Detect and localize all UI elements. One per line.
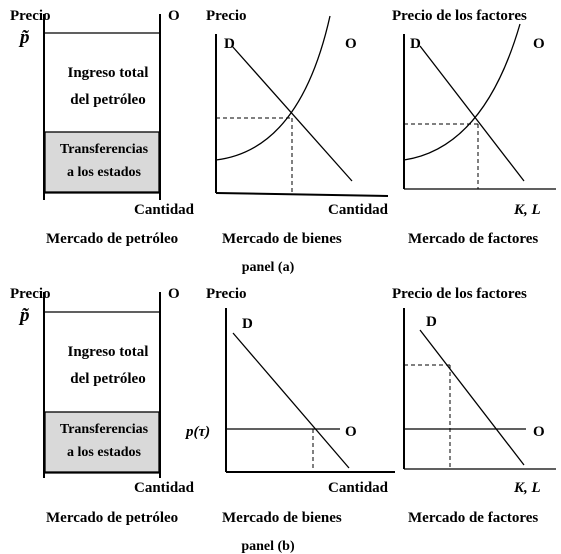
goods-a-price-axis-label: Precio	[206, 8, 247, 24]
oil-market-a	[10, 8, 195, 247]
factors-a-price-axis-label: Precio de los factores	[392, 8, 527, 24]
goods-b-quantity-label: Cantidad	[328, 480, 389, 496]
factors-market-a	[392, 8, 556, 247]
goods-a-title: Mercado de bienes	[222, 231, 342, 247]
factors-a-demand-label: D	[410, 36, 421, 52]
panel-b	[10, 286, 556, 554]
goods-b-price-axis-label: Precio	[206, 286, 247, 302]
goods-b-demand-curve	[233, 333, 349, 468]
oil-b-transfer-box	[45, 412, 159, 472]
oil-a-transfer-box	[45, 132, 159, 192]
factors-a-supply-label: O	[533, 36, 545, 52]
panel-a-caption: panel (a)	[241, 260, 295, 275]
goods-a-x-axis	[216, 193, 388, 196]
goods-b-ptau-label: p(τ)	[186, 424, 211, 440]
oil-b-price-axis-label: Precio	[10, 286, 51, 302]
oil-b-ptilde-label: p̃	[20, 305, 30, 326]
oil-a-price-axis-label: Precio	[10, 8, 51, 24]
oil-b-revenue-line1: Ingreso total	[67, 344, 149, 360]
panel-b-caption: panel (b)	[241, 539, 295, 554]
oil-b-supply-label: O	[168, 286, 180, 302]
factors-b-kl-label: K, L	[514, 480, 541, 496]
factors-market-b	[392, 286, 556, 526]
oil-a-ptilde-label: p̃	[20, 27, 30, 48]
oil-b-transfer-line1: Transferencias	[59, 422, 149, 437]
oil-b-revenue-line2: del petróleo	[70, 371, 146, 387]
oil-b-title: Mercado de petróleo	[46, 510, 179, 526]
goods-market-a	[206, 8, 389, 247]
factors-a-supply-curve	[404, 24, 520, 160]
oil-market-b	[10, 286, 195, 526]
goods-a-quantity-label: Cantidad	[328, 202, 389, 218]
factors-a-kl-label: K, L	[514, 202, 541, 218]
oil-a-quantity-label: Cantidad	[134, 202, 195, 218]
goods-market-b	[184, 286, 395, 526]
oil-a-revenue-line2: del petróleo	[70, 92, 146, 108]
factors-b-title: Mercado de factores	[408, 510, 539, 526]
panel-a	[10, 8, 556, 275]
factors-b-demand-curve	[420, 330, 524, 465]
factors-b-demand-label: D	[426, 314, 437, 330]
factors-a-demand-curve	[420, 46, 524, 181]
oil-a-revenue-line1: Ingreso total	[67, 65, 149, 81]
goods-b-supply-label: O	[345, 424, 357, 440]
goods-b-title: Mercado de bienes	[222, 510, 342, 526]
oil-a-transfer-line1: Transferencias	[59, 142, 149, 157]
oil-a-transfer-line2: a los estados	[67, 165, 141, 180]
goods-a-supply-label: O	[345, 36, 357, 52]
oil-b-quantity-label: Cantidad	[134, 480, 195, 496]
goods-a-demand-label: D	[224, 36, 235, 52]
goods-b-demand-label: D	[242, 316, 253, 332]
factors-a-title: Mercado de factores	[408, 231, 539, 247]
oil-a-supply-label: O	[168, 8, 180, 24]
oil-b-transfer-line2: a los estados	[67, 445, 141, 460]
oil-a-title: Mercado de petróleo	[46, 231, 179, 247]
factors-b-supply-label: O	[533, 424, 545, 440]
factors-b-price-axis-label: Precio de los factores	[392, 286, 527, 302]
